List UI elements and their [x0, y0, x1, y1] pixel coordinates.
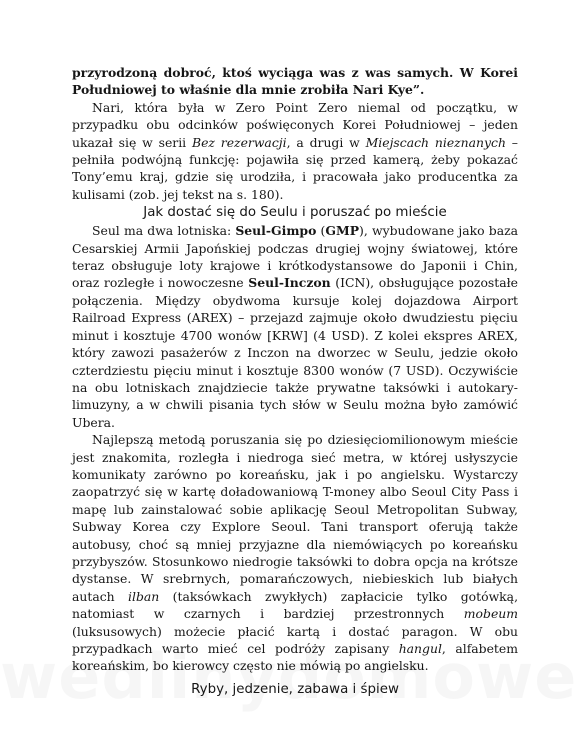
metro-paragraph [72, 431, 518, 675]
section-heading-food: Ryby, jedzenie, zabawa i śpiew [191, 681, 399, 697]
airport-gimpo-code: GMP [325, 223, 360, 239]
term-mobeum: mobeum [463, 606, 518, 622]
airport-incheon-name: Seul-Inczon [248, 275, 331, 291]
airports-paragraph [72, 222, 518, 431]
show-title-bez-rezerwacji: Bez rezerwacji [191, 134, 287, 150]
nari-paragraph [72, 99, 518, 203]
metro-text-3: (luksusowych) możecie płacić kartą i dostać paragon. W obu przypadkach warto mieć cel podróży zapisany [72, 623, 518, 656]
section-heading-seoul-transport: Jak dostać się do Seulu i poruszać po mieście [143, 205, 447, 221]
airport-gimpo-name: Seul-Gimpo [235, 223, 317, 239]
airports-text-2: ( [316, 223, 326, 239]
airports-text-3: ), wybudowane jako baza Cesarskiej Armii Japońskiej podczas drugiej wojny światowej, które teraz obsługuje loty krajowe i krótkodystansowe do Japonii i Chin, oraz rozległe i nowoczesne [72, 223, 518, 291]
metro-text-2: (taksówkach zwykłych) zapłacicie tylko gotówką, natomiast w czarnych i bardziej przestronnych [72, 588, 519, 622]
metro-text-4: , alfabetem koreańskim, bo kierowcy często nie mówią po angielsku. [72, 641, 518, 674]
nari-text-3: – pełniła podwójną funkcję: pojawiła się przed kamerą, żeby pokazać Tony’emu kraj, gdzie się urodziła, i pracowała jako producentka za kulisami (zob. jej tekst na s. 180). [72, 134, 518, 202]
intro-quote-text: przyrodzoną dobroć, ktoś wyciąga was z was samych. W Korei Południowej to właśnie dla mnie zrobiła Nari Kye”. [72, 65, 518, 98]
airports-text-1: Seul ma dwa lotniska: [92, 223, 236, 239]
airports-text-4: (ICN), obsługujące pozostałe połączenia. Między obydwoma kursuje kolej dojazdowa Airport Railroad Express (AREX) – przejazd zajmuje około dwudziestu pięciu minut i kosztuje 4700 wonów [KRW] (4 USD). Z kolei ekspres AREX, który zawozi pasażerów z Inczon na dworzec w Seulu, jedzie około czterdziestu pięciu minut i kosztuje 8300 wonów (7 USD). Oczywiście na obu lotniskach znajdziecie także prywatne taksówki i autokary-limuzyny, a w chwili pisania tych słów w Seulu można było zamówić Ubera. [72, 275, 518, 430]
term-ilban: ilban [128, 588, 160, 604]
show-title-miejsca-nieznane: Miejscach nieznanych [365, 134, 506, 150]
book-page [72, 64, 518, 699]
intro-quote-paragraph [72, 64, 518, 99]
nari-text-1: Nari, która była w Zero Point Zero niemal od początku, w przypadku obu odcinków poświęconych Korei Południowej – jeden ukazał się w serii [72, 99, 518, 150]
nari-text-2: , a drugi w [286, 134, 366, 150]
metro-text-1: Najlepszą metodą poruszania się po dziesięciomilionowym mieście jest znakomita, rozległa i niedroga sieć metra, w której usłyszycie komunikaty zarówno po koreańsku, jak i po angielsku. Wystarczy zaopatrzyć się w kartę doładowaniową T-money albo Seoul City Pass i mapę lub zainstalować sobie aplikację Seoul Metropolitan Subway, Subway Korea czy Explore Seoul. Tani transport oferują także autobusy, choć są mniej przyjazne dla niemówiących po koreańsku przybyszów. Stosunkowo niedrogie taksówki to dobra opcja na krótsze dystanse. W srebrnych, pomarańczowych, niebieskich lub białych autach [72, 432, 518, 604]
term-hangul: hangul [398, 641, 442, 656]
